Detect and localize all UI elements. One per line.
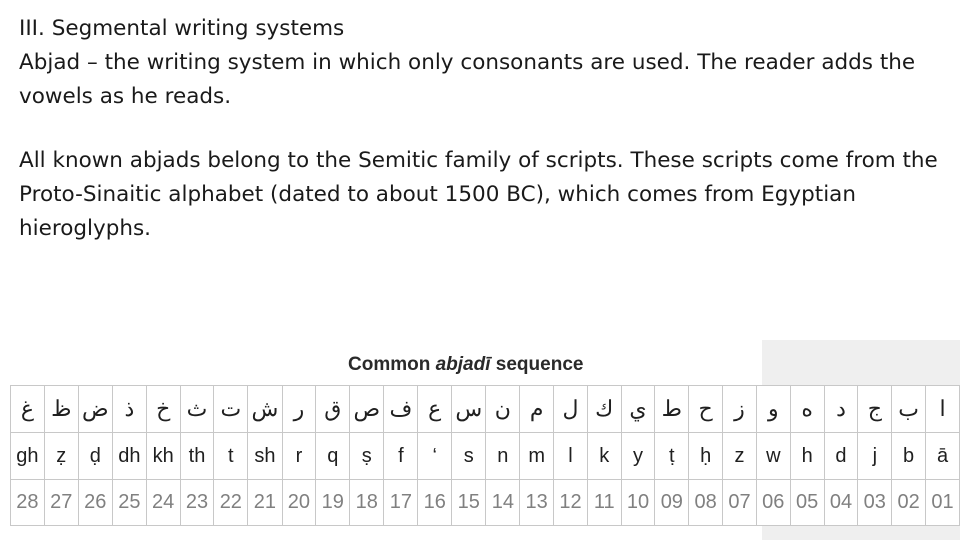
letter-cell: د bbox=[824, 386, 858, 433]
translit-cell: th bbox=[180, 433, 214, 480]
translit-cell: ḍ bbox=[78, 433, 112, 480]
translit-cell: r bbox=[282, 433, 316, 480]
translit-cell: ā bbox=[926, 433, 960, 480]
abjadi-sequence-table bbox=[10, 385, 960, 526]
chart-title bbox=[348, 354, 583, 376]
number-cell: 05 bbox=[790, 480, 824, 526]
number-cell: 26 bbox=[78, 480, 112, 526]
number-cell: 09 bbox=[655, 480, 689, 526]
translit-cell: l bbox=[554, 433, 588, 480]
letter-cell: م bbox=[520, 386, 554, 433]
letter-cell: و bbox=[756, 386, 790, 433]
translit-cell: ‘ bbox=[418, 433, 452, 480]
letter-cell: ف bbox=[384, 386, 418, 433]
translit-cell: ṣ bbox=[350, 433, 384, 480]
paragraph-gap bbox=[19, 114, 949, 144]
number-cell: 06 bbox=[756, 480, 790, 526]
number-cell: 03 bbox=[858, 480, 892, 526]
number-cell: 04 bbox=[824, 480, 858, 526]
number-cell: 21 bbox=[248, 480, 282, 526]
translit-cell: gh bbox=[11, 433, 45, 480]
letter-cell: ض bbox=[78, 386, 112, 433]
number-cell: 23 bbox=[180, 480, 214, 526]
title-emphasis: abjadī bbox=[435, 354, 491, 375]
number-cell: 08 bbox=[689, 480, 723, 526]
abjad-definition: Abjad – the writing system in which only consonants are used. The reader adds the vowels as he reads. bbox=[19, 50, 916, 109]
letter-cell: ك bbox=[587, 386, 621, 433]
number-cell: 17 bbox=[384, 480, 418, 526]
translit-cell: b bbox=[892, 433, 926, 480]
letter-cell: ز bbox=[723, 386, 757, 433]
semitic-origin-paragraph: All known abjads belong to the Semitic family of scripts. These scripts come from the Proto-Sinaitic alphabet (dated to about 1500 BC), which comes from Egyptian hieroglyphs. bbox=[19, 148, 938, 241]
letter-cell: ع bbox=[418, 386, 452, 433]
number-cell: 27 bbox=[44, 480, 78, 526]
number-cell: 15 bbox=[452, 480, 486, 526]
letter-cell: س bbox=[452, 386, 486, 433]
translit-cell: k bbox=[587, 433, 621, 480]
number-cell: 12 bbox=[554, 480, 588, 526]
number-cell: 07 bbox=[723, 480, 757, 526]
title-suffix: sequence bbox=[490, 354, 584, 375]
number-cell: 25 bbox=[112, 480, 146, 526]
letter-cell: ح bbox=[689, 386, 723, 433]
letter-cell: خ bbox=[146, 386, 180, 433]
translit-cell: dh bbox=[112, 433, 146, 480]
translit-cell: ẓ bbox=[44, 433, 78, 480]
number-cell: 18 bbox=[350, 480, 384, 526]
translit-cell: y bbox=[621, 433, 655, 480]
letter-cell: ي bbox=[621, 386, 655, 433]
letter-cell: غ bbox=[11, 386, 45, 433]
letter-cell: ط bbox=[655, 386, 689, 433]
letter-cell: ظ bbox=[44, 386, 78, 433]
slide-text bbox=[19, 12, 949, 246]
number-cell: 22 bbox=[214, 480, 248, 526]
translit-cell: t bbox=[214, 433, 248, 480]
number-cell: 16 bbox=[418, 480, 452, 526]
translit-cell: f bbox=[384, 433, 418, 480]
letter-cell: ب bbox=[892, 386, 926, 433]
letter-cell: ه bbox=[790, 386, 824, 433]
number-cell: 19 bbox=[316, 480, 350, 526]
letter-cell: ث bbox=[180, 386, 214, 433]
letter-cell: ل bbox=[554, 386, 588, 433]
letter-cell: ن bbox=[486, 386, 520, 433]
number-cell: 13 bbox=[520, 480, 554, 526]
letter-cell: ت bbox=[214, 386, 248, 433]
slide-heading: III. Segmental writing systems bbox=[19, 16, 345, 41]
arabic-letters-row bbox=[11, 386, 960, 433]
number-cell: 01 bbox=[926, 480, 960, 526]
translit-cell: z bbox=[723, 433, 757, 480]
transliteration-row bbox=[11, 433, 960, 480]
number-cell: 14 bbox=[486, 480, 520, 526]
letter-cell: ص bbox=[350, 386, 384, 433]
translit-cell: s bbox=[452, 433, 486, 480]
number-cell: 24 bbox=[146, 480, 180, 526]
letter-cell: ش bbox=[248, 386, 282, 433]
number-row bbox=[11, 480, 960, 526]
title-prefix: Common bbox=[348, 354, 436, 375]
translit-cell: n bbox=[486, 433, 520, 480]
translit-cell: sh bbox=[248, 433, 282, 480]
translit-cell: w bbox=[756, 433, 790, 480]
letter-cell: ا bbox=[926, 386, 960, 433]
translit-cell: m bbox=[520, 433, 554, 480]
number-cell: 02 bbox=[892, 480, 926, 526]
translit-cell: d bbox=[824, 433, 858, 480]
number-cell: 10 bbox=[621, 480, 655, 526]
translit-cell: ṭ bbox=[655, 433, 689, 480]
letter-cell: ذ bbox=[112, 386, 146, 433]
letter-cell: ر bbox=[282, 386, 316, 433]
translit-cell: h bbox=[790, 433, 824, 480]
letter-cell: ج bbox=[858, 386, 892, 433]
translit-cell: kh bbox=[146, 433, 180, 480]
letter-cell: ق bbox=[316, 386, 350, 433]
number-cell: 11 bbox=[587, 480, 621, 526]
translit-cell: j bbox=[858, 433, 892, 480]
number-cell: 28 bbox=[11, 480, 45, 526]
number-cell: 20 bbox=[282, 480, 316, 526]
translit-cell: ḥ bbox=[689, 433, 723, 480]
translit-cell: q bbox=[316, 433, 350, 480]
